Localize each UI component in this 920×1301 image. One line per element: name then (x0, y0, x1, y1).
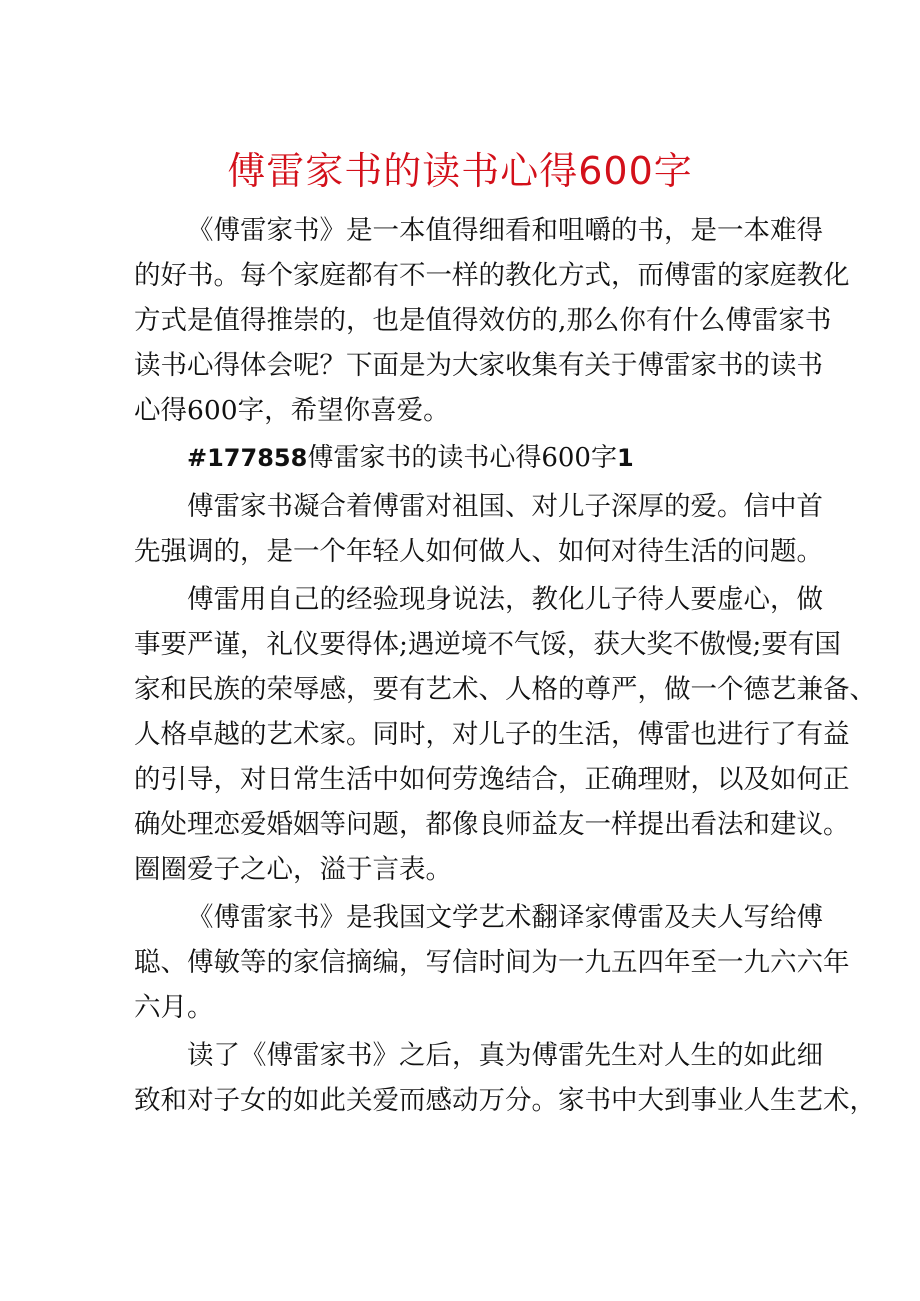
body-paragraph (134, 895, 850, 1030)
text-line: 《傅雷家书》是一本值得细看和咀嚼的书，是一本难得 (187, 215, 823, 246)
text-line: 读了《傅雷家书》之后，真为傅雷先生对人生的如此细 (187, 1040, 823, 1071)
body-paragraph (134, 484, 823, 574)
text-line: 傅雷用自己的经验现身说法，教化儿子待人要虚心，做 (187, 584, 823, 615)
text-line: 确处理恋爱婚姻等问题，都像良师益友一样提出看法和建议。 (134, 809, 850, 840)
text-line: 先强调的，是一个年轻人如何做人、如何对待生活的问题。 (134, 536, 823, 567)
text-line: 的好书。每个家庭都有不一样的教化方式，而傅雷的家庭教化 (134, 260, 850, 291)
heading-text: 傅雷家书的读书心得600字 (307, 443, 617, 473)
text-line: 人格卓越的艺术家。同时，对儿子的生活，傅雷也进行了有益 (134, 719, 850, 750)
document-body (134, 208, 876, 1123)
intro-paragraph (134, 208, 850, 433)
text-line: 六月。 (134, 992, 214, 1023)
text-line: 读书心得体会呢？下面是为大家收集有关于傅雷家书的读书 (134, 350, 823, 381)
heading-id: #177858 (187, 444, 308, 472)
text-line: 致和对子女的如此关爱而感动万分。家书中大到事业人生艺术， (134, 1085, 876, 1116)
text-line: 心得600字，希望你喜爱。 (134, 395, 450, 426)
text-line: 《傅雷家书》是我国文学艺术翻译家傅雷及夫人写给傅 (187, 902, 823, 933)
page-title: 傅雷家书的读书心得600字 (227, 149, 693, 193)
text-line: 圈圈爱子之心，溢于言表。 (134, 854, 452, 885)
text-line: 事要严谨，礼仪要得体;遇逆境不气馁，获大奖不傲慢;要有国 (134, 629, 841, 660)
text-line: 傅雷家书凝合着傅雷对祖国、对儿子深厚的爱。信中首 (187, 491, 823, 522)
text-line: 方式是值得推崇的，也是值得效仿的,那么你有什么傅雷家书 (134, 305, 832, 336)
section-heading (134, 436, 794, 481)
body-paragraph (134, 1033, 876, 1123)
text-line: 家和民族的荣辱感，要有艺术、人格的尊严，做一个德艺兼备、 (134, 674, 876, 705)
text-line: 聪、傅敏等的家信摘编，写信时间为一九五四年至一九六六年 (134, 947, 850, 978)
body-paragraph (134, 577, 876, 892)
text-line: 的引导，对日常生活中如何劳逸结合，正确理财，以及如何正 (134, 764, 850, 795)
heading-number: 1 (616, 444, 634, 472)
